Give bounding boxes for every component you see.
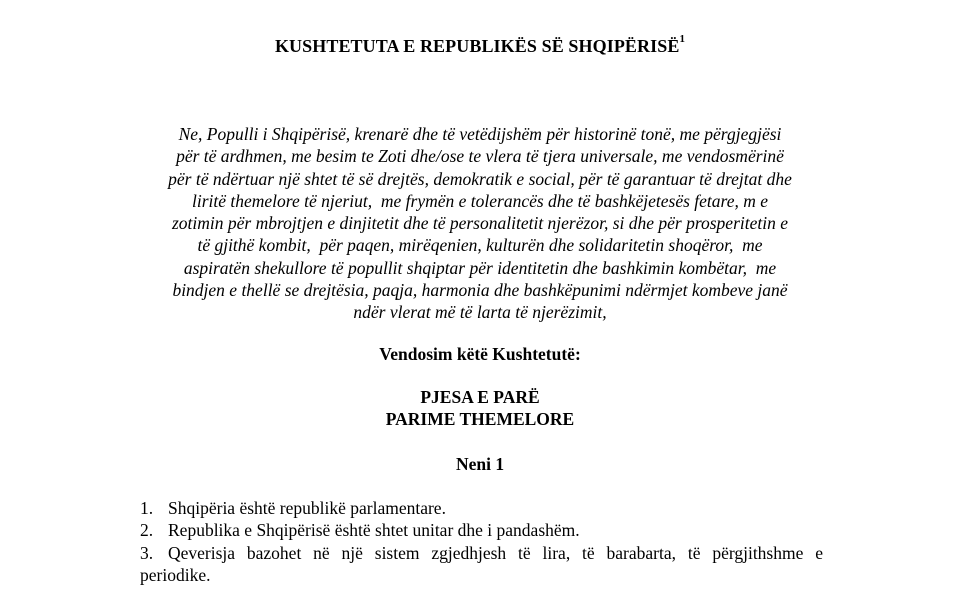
part-title: PJESA E PARË <box>420 387 540 407</box>
part-subtitle: PARIME THEMELORE <box>385 409 575 429</box>
preamble-line: aspiratën shekullore të popullit shqiptar për identitetin dhe bashkimin kombëtar, me <box>183 257 777 278</box>
preamble-line: liritë themelore të njeriut, me frymën e tolerancës dhe të bashkëjetesës fetare, m e <box>191 190 769 211</box>
article-item <box>140 497 823 519</box>
article-text-continuation: periodike. <box>140 564 211 585</box>
article-list <box>140 497 823 586</box>
article-text: Republika e Shqipërisë është shtet unitar dhe i pandashëm. <box>168 520 580 541</box>
enactment-clause: Vendosim këtë Kushtetutë: <box>379 344 581 364</box>
article-number: 2. <box>140 520 154 541</box>
preamble-line: për të ndërtuar një shtet të së drejtës, demokratik e social, për të garantuar të drejtat dhe <box>168 168 792 189</box>
title-footnote-marker: 1 <box>679 33 686 45</box>
preamble-line: për të ardhmen, me besim te Zoti dhe/ose te vlera të tjera universale, me vendosmërinë <box>176 146 784 167</box>
preamble-line: të gjithë kombit, për paqen, mirëqenien, kulturën dhe solidaritetin shoqëror, me <box>197 235 763 256</box>
article-item <box>140 542 823 564</box>
preamble-line: zotimin për mbrojtjen e dinjitetit dhe të personalitetit njerëzor, si dhe për prosperitetin e <box>172 213 788 234</box>
preamble-line: bindjen e thellë se drejtësia, paqja, harmonia dhe bashkëpunimi ndërmjet kombeve janë <box>172 280 788 301</box>
article-number: 3. <box>140 542 154 563</box>
article-text: Qeverisja bazohet në një sistem zgjedhjesh të lira, të barabarta, të përgjithshme e <box>168 542 823 563</box>
document-title <box>0 33 960 57</box>
document-title-text: KUSHTETUTA E REPUBLIKËS SË SHQIPËRISË <box>274 36 680 56</box>
article-text: Shqipëria është republikë parlamentare. <box>168 498 446 518</box>
article-item <box>140 519 823 541</box>
article-number: 1. <box>140 498 154 518</box>
article-heading: Neni 1 <box>455 454 505 474</box>
preamble-line: ndër vlerat më të larta të njerëzimit, <box>353 302 607 323</box>
preamble <box>138 123 822 324</box>
preamble-line: Ne, Populli i Shqipërisë, krenarë dhe të vetëdijshëm për historinë tonë, me përgjegjësi <box>178 124 782 144</box>
